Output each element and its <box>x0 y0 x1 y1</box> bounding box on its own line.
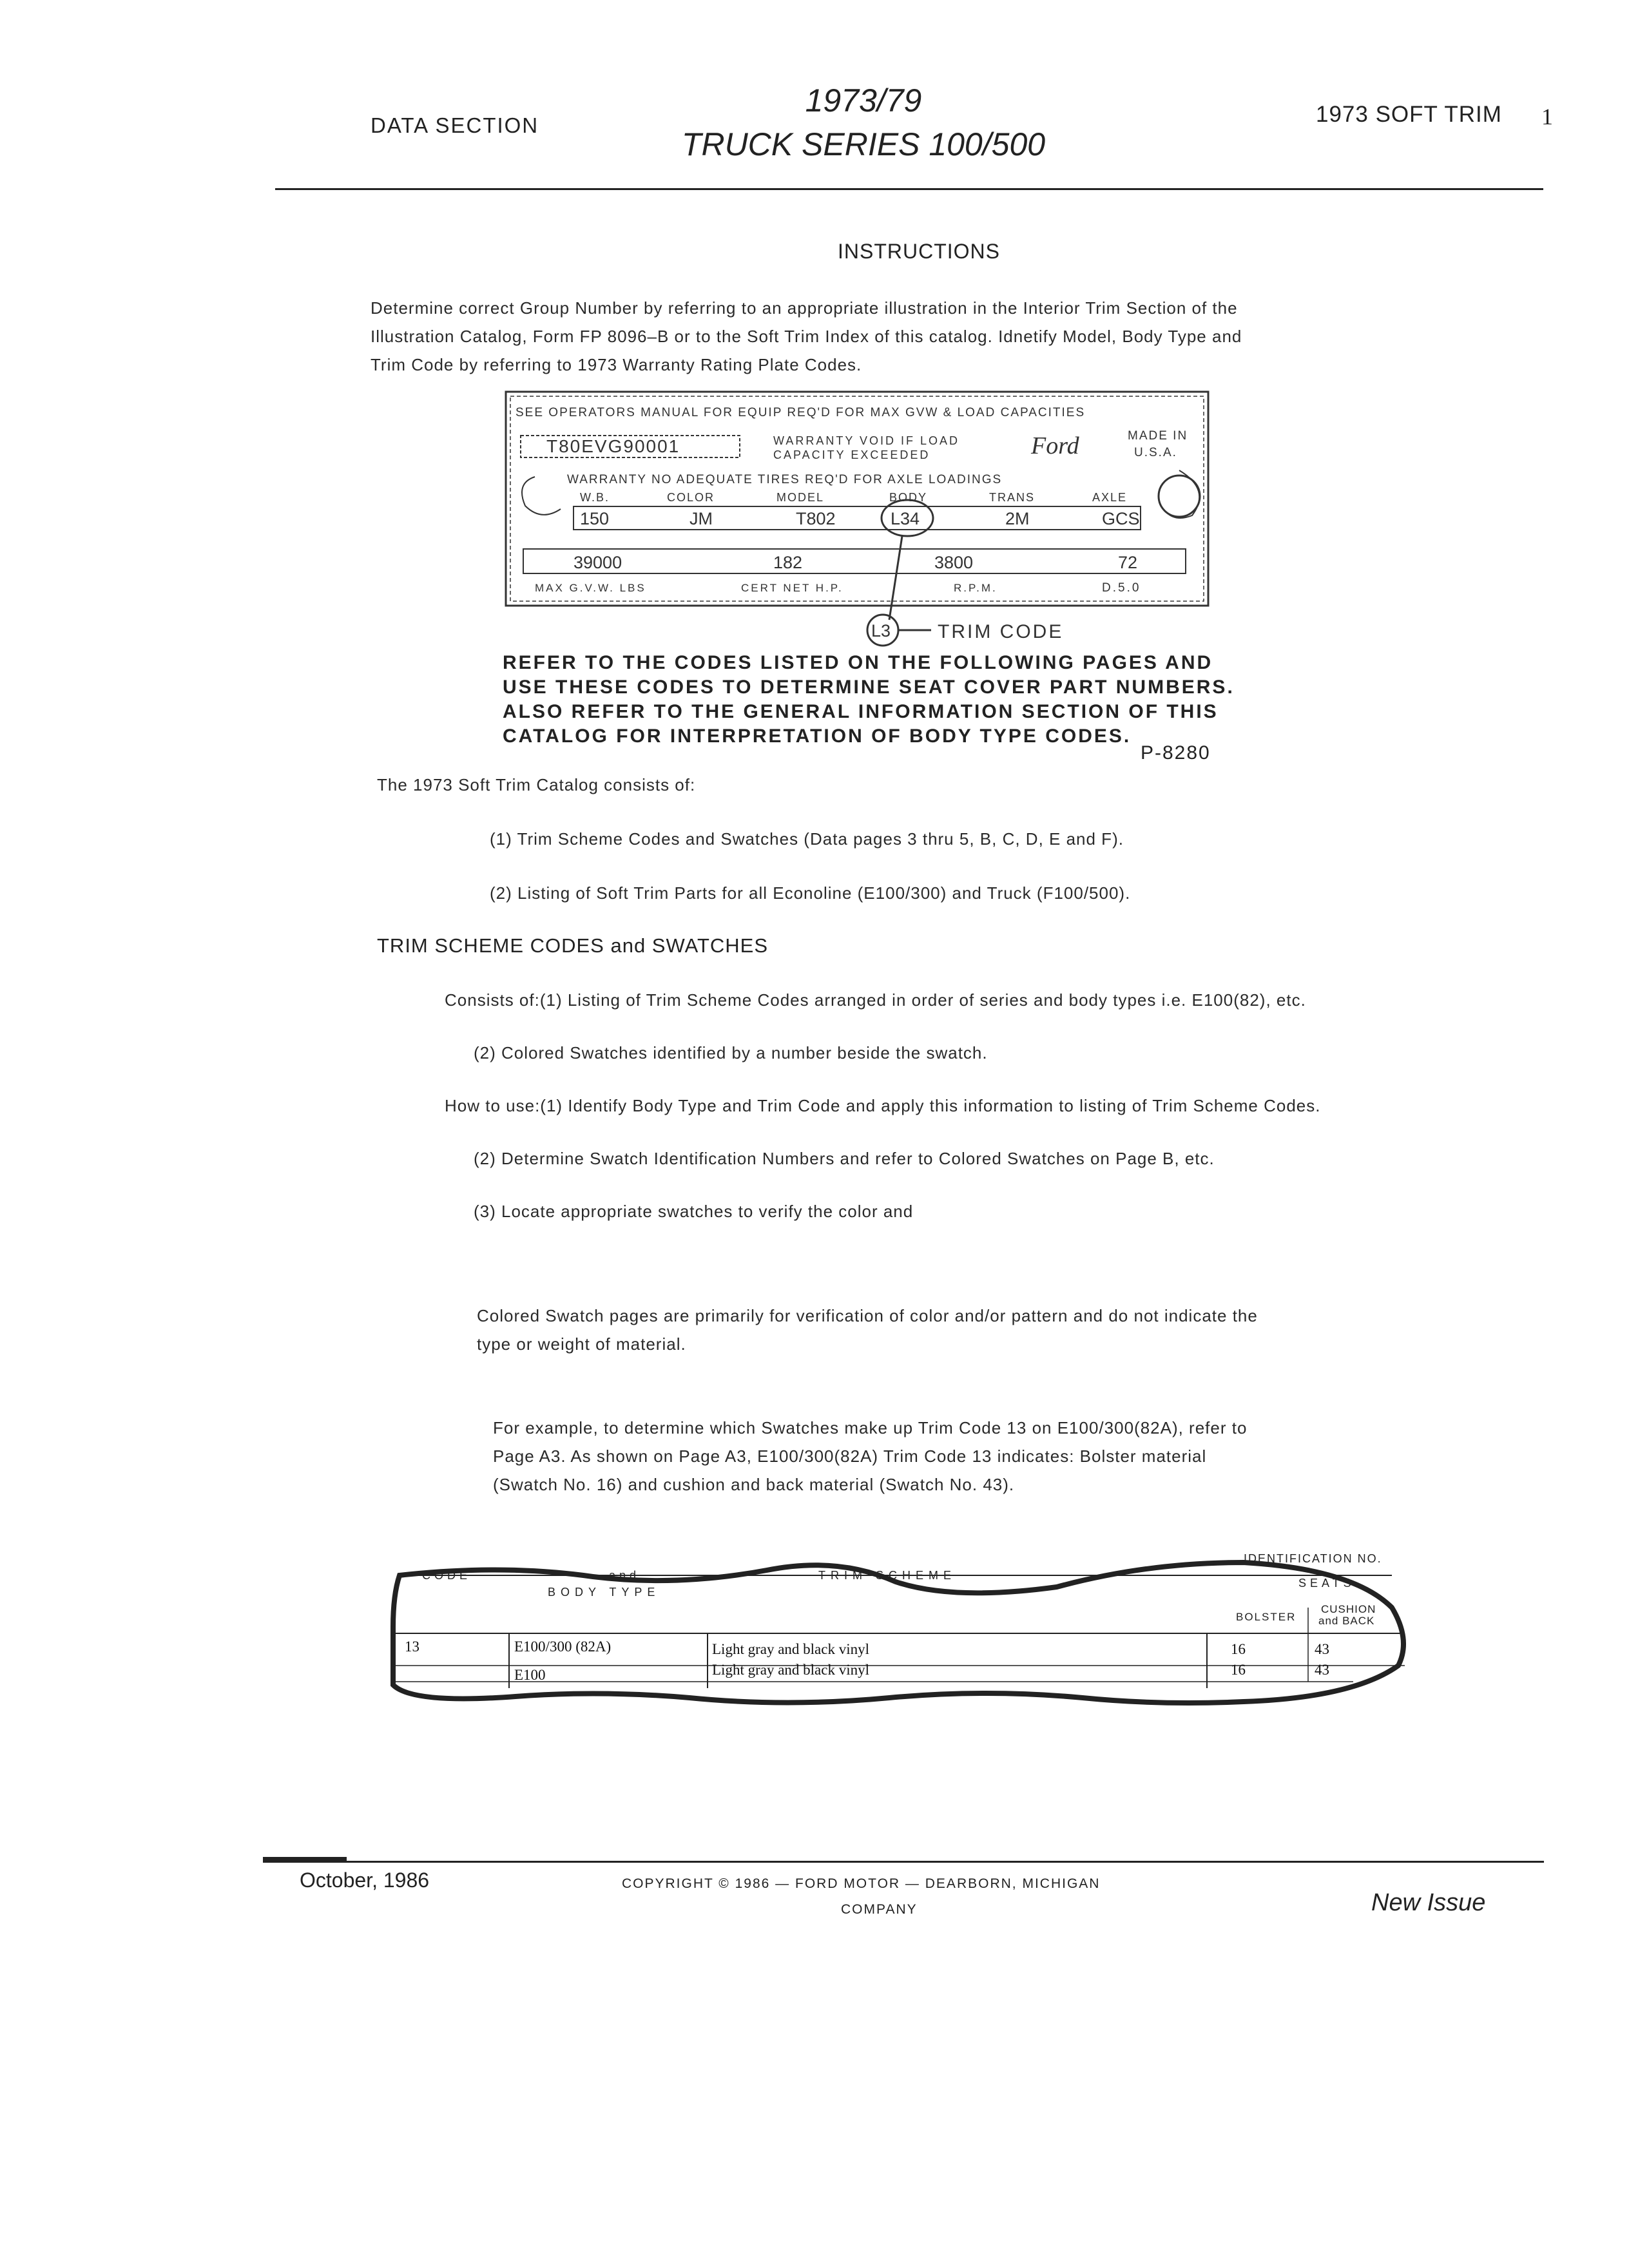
table-cell-bolster: 16 <box>1231 1662 1246 1678</box>
table-cell-body: E100 <box>514 1667 546 1683</box>
plate-capacity-exceeded: CAPACITY EXCEEDED <box>773 448 930 461</box>
intro-line: Illustration Catalog, Form FP 8096–B or to the Soft Trim Index of this catalog. Idnetify Model, Body Type and <box>371 327 1242 346</box>
plate-value: 182 <box>773 553 803 572</box>
swatch-note-line: type or weight of material. <box>477 1334 686 1354</box>
table-header-code: CODE <box>422 1569 472 1582</box>
how-to-line: (2) Determine Swatch Identification Numbers and refer to Colored Swatches on Page B, etc. <box>474 1149 1215 1168</box>
catalog-subject: 1973 SOFT TRIM <box>1316 102 1502 127</box>
plate-label: W.B. <box>580 491 610 504</box>
table-header-and: and <box>609 1569 641 1582</box>
plate-label: MAX G.V.W. LBS <box>535 582 646 594</box>
table-header-seats: SEATS <box>1298 1577 1355 1590</box>
footer-rule <box>263 1861 1544 1863</box>
example-paragraph <box>493 1414 1247 1499</box>
plate-label: D.5.0 <box>1102 581 1141 595</box>
plate-brand-logo: Ford <box>1031 432 1079 459</box>
table-header-body-type: BODY TYPE <box>548 1586 660 1599</box>
refer-block <box>503 651 1244 749</box>
plate-value: T802 <box>796 509 836 528</box>
table-cell-scheme: Light gray and black vinyl <box>712 1641 869 1657</box>
footer-issue: New Issue <box>1371 1889 1486 1916</box>
refer-line: REFER TO THE CODES LISTED ON THE FOLLOWING PAGES AND <box>503 652 1213 673</box>
plate-value: 150 <box>580 509 610 528</box>
how-to-line: (3) Locate appropriate swatches to verify the color and <box>474 1202 914 1221</box>
footer-copyright: COPYRIGHT © 1986 — FORD MOTOR — DEARBORN, MICHIGAN <box>622 1876 1101 1891</box>
plate-value: 2M <box>1005 509 1030 528</box>
plate-label: R.P.M. <box>954 582 998 594</box>
catalog-title-series: TRUCK SERIES 100/500 <box>681 126 1046 162</box>
section-label: DATA SECTION <box>371 113 539 137</box>
how-to-line: How to use:(1) Identify Body Type and Trim Code and apply this information to listing of Trim Scheme Codes. <box>445 1096 1321 1115</box>
table-header-and-back: and BACK <box>1318 1615 1375 1627</box>
consists-item: (2) Listing of Soft Trim Parts for all Econoline (E100/300) and Truck (F100/500). <box>490 883 1131 903</box>
consists-of-line: (2) Colored Swatches identified by a number beside the swatch. <box>474 1043 988 1062</box>
plate-value: 3800 <box>934 553 974 572</box>
footer-company: COMPANY <box>841 1902 918 1917</box>
instructions-heading: INSTRUCTIONS <box>838 240 1000 263</box>
table-cell-body: E100/300 (82A) <box>514 1639 612 1655</box>
swatch-note <box>477 1302 1258 1358</box>
consists-of-line: Consists of:(1) Listing of Trim Scheme Codes arranged in order of series and body types i.e. E100(82), etc. <box>445 990 1306 1010</box>
plate-tires-line: WARRANTY NO ADEQUATE TIRES REQ'D FOR AXLE LOADINGS <box>567 473 1003 486</box>
intro-paragraph <box>371 294 1376 379</box>
plate-label: TRANS <box>989 491 1036 504</box>
plate-made-in: MADE IN <box>1128 429 1188 443</box>
catalog-title-years: 1973/79 <box>805 82 922 119</box>
table-cell-cushion: 43 <box>1315 1641 1329 1657</box>
example-line: For example, to determine which Swatches make up Trim Code 13 on E100/300(82A), refer to <box>493 1418 1248 1437</box>
warranty-plate-illustration <box>496 387 1218 657</box>
table-cell-cushion: 43 <box>1315 1662 1329 1678</box>
catalog-title <box>677 79 1050 166</box>
plate-label: BODY <box>889 491 928 504</box>
refer-line: USE THESE CODES TO DETERMINE SEAT COVER PART NUMBERS. <box>503 677 1235 698</box>
plate-value: 39000 <box>574 553 622 572</box>
plate-usa: U.S.A. <box>1134 446 1177 459</box>
callout-label: TRIM CODE <box>938 621 1064 642</box>
plate-label: COLOR <box>667 491 715 504</box>
table-header-identification: IDENTIFICATION NO. <box>1244 1552 1382 1565</box>
header-rule <box>275 188 1543 190</box>
footer-date: October, 1986 <box>300 1869 430 1892</box>
section-title: TRIM SCHEME CODES and SWATCHES <box>377 934 769 957</box>
table-cell-code: 13 <box>405 1639 419 1655</box>
table-header-bolster: BOLSTER <box>1236 1611 1296 1623</box>
refer-line: CATALOG FOR INTERPRETATION OF BODY TYPE CODES. <box>503 726 1132 747</box>
plate-value: GCS <box>1102 509 1140 528</box>
plate-label: CERT NET H.P. <box>741 582 843 594</box>
table-cell-bolster: 16 <box>1231 1641 1246 1657</box>
figure-number: P-8280 <box>1141 742 1211 764</box>
footer-rule-mark <box>263 1857 347 1862</box>
table-cell-scheme: Light gray and black vinyl <box>712 1662 869 1678</box>
plate-value: JM <box>689 509 713 528</box>
page-number: 1 <box>1541 104 1553 130</box>
plate-label: AXLE <box>1092 491 1128 504</box>
table-header-cushion: CUSHION <box>1321 1603 1376 1615</box>
example-table-excerpt <box>387 1537 1418 1717</box>
example-line: Page A3. As shown on Page A3, E100/300(82A) Trim Code 13 indicates: Bolster material <box>493 1446 1207 1466</box>
swatch-note-line: Colored Swatch pages are primarily for verification of color and/or pattern and do not indicate the <box>477 1306 1258 1325</box>
intro-line: Determine correct Group Number by referring to an appropriate illustration in the Interior Trim Section of the <box>371 298 1238 318</box>
plate-value: 72 <box>1118 553 1138 572</box>
consists-intro: The 1973 Soft Trim Catalog consists of: <box>377 775 696 794</box>
consists-item: (1) Trim Scheme Codes and Swatches (Data pages 3 thru 5, B, C, D, E and F). <box>490 829 1124 849</box>
plate-label: MODEL <box>776 491 825 504</box>
callout-code: L3 <box>871 621 891 640</box>
refer-line: ALSO REFER TO THE GENERAL INFORMATION SECTION OF THIS <box>503 701 1219 722</box>
plate-serial: T80EVG90001 <box>546 436 680 456</box>
intro-line: Trim Code by referring to 1973 Warranty Rating Plate Codes. <box>371 355 862 374</box>
plate-warranty-void: WARRANTY VOID IF LOAD <box>773 434 960 447</box>
plate-value-body: L34 <box>891 509 920 528</box>
example-line: (Swatch No. 16) and cushion and back material (Swatch No. 43). <box>493 1475 1015 1494</box>
table-header-trim-scheme: TRIM SCHEME <box>818 1569 956 1582</box>
plate-top-line: SEE OPERATORS MANUAL FOR EQUIP REQ'D FOR MAX GVW & LOAD CAPACITIES <box>516 406 1086 419</box>
